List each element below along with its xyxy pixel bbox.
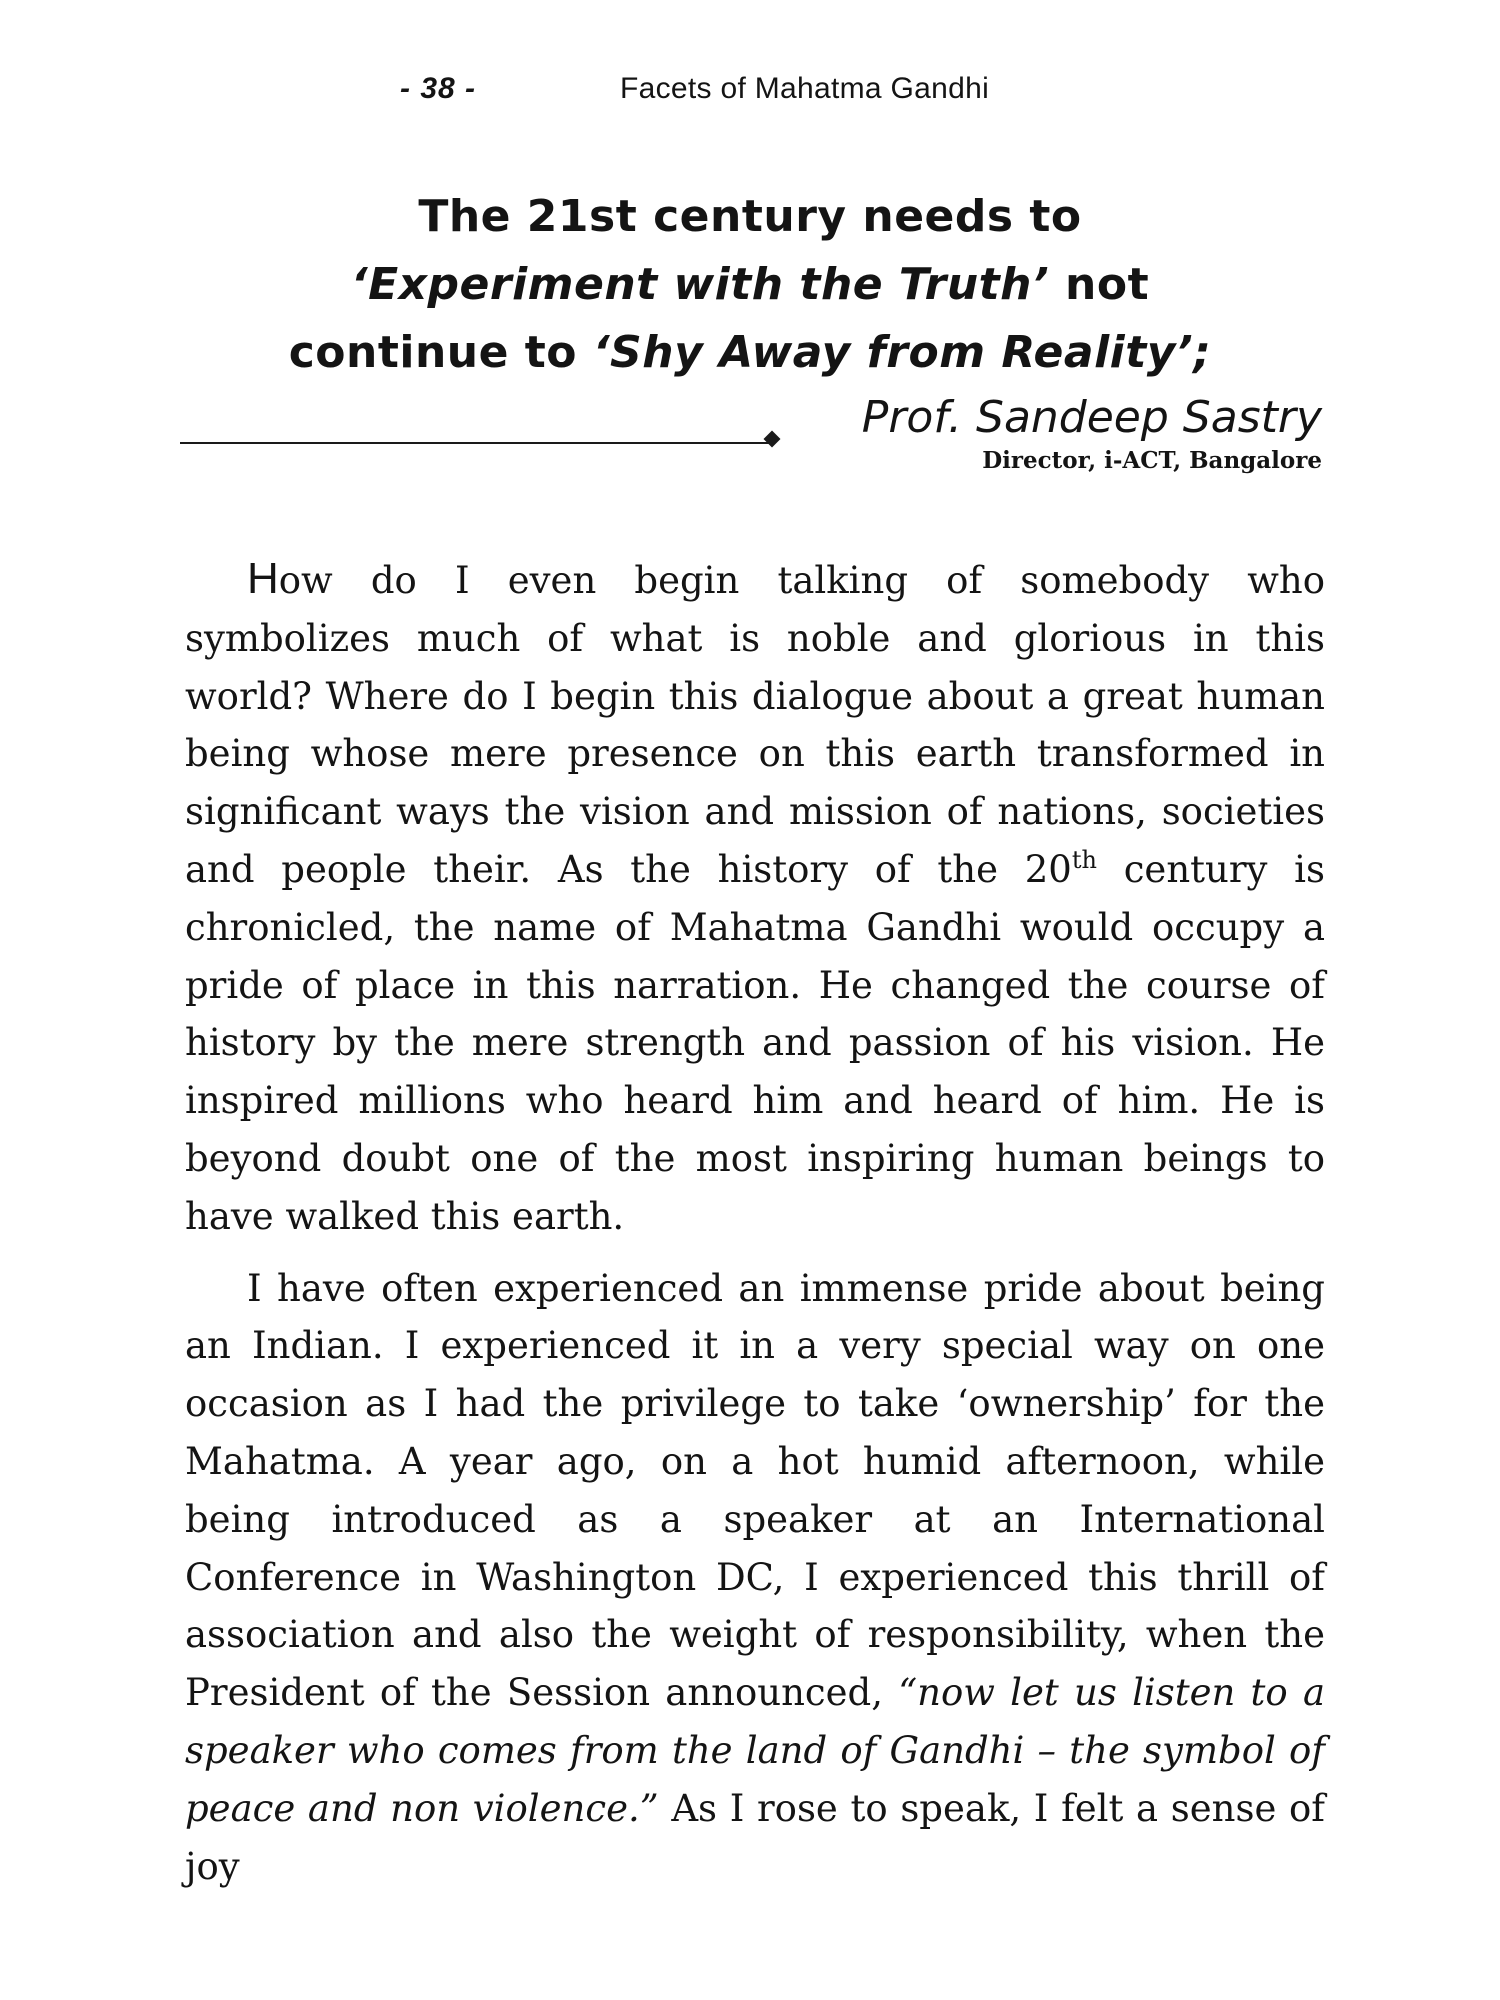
author-name: Prof. Sandeep Sastry [861,392,1322,443]
byline-rule [180,442,774,444]
paragraph-1 [185,550,1325,1246]
paragraph-1-initial: H [247,554,279,603]
superscript-th: th [1071,845,1097,874]
article-body [185,550,1325,1895]
title-line-2 [180,251,1320,319]
page-header [0,72,1500,112]
title-line-3-italic: ‘Shy Away from Reality’; [592,327,1212,378]
paragraph-2-quote: “now let us listen to a speaker who comes from the land of Gandhi – the symbol of peace and non violence.” [185,1671,1325,1830]
title-line-2-italic: ‘Experiment with the Truth’ [350,259,1050,310]
chapter-title [180,183,1320,387]
paragraph-2-text-b: As I rose to speak, I felt a sense of joy [185,1786,1326,1888]
author-role: Director, i-ACT, Bangalore [982,447,1322,474]
diamond-icon [764,431,781,448]
page-number: - 38 - [400,72,477,105]
title-line-2-tail: not [1049,259,1150,310]
paragraph-2 [185,1260,1325,1896]
title-line-3 [180,319,1320,387]
paragraph-1-text-b: century is chronicled, the name of Mahatma Gandhi would occupy a pride of place in this narration. He changed the course of history by the mere strength and passion of his vision. He inspired millions who heard him and heard of him. He is beyond doubt one of the most inspiring human beings to have walked this earth. [185,847,1325,1238]
running-title: Facets of Mahatma Gandhi [620,72,990,105]
title-line-1: The 21st century needs to [418,191,1082,242]
paragraph-2-text-a: I have often experienced an immense pride about being an Indian. I experienced it in a very special way on one occasion as I had the privilege to take ‘ownership’ for the Mahatma. A year ago, on a hot humid afternoon, while being introduced as a speaker at an International Conference in Washington DC, I experienced this thrill of association and also the weight of responsibility, when the President of the Session announced, [185,1266,1325,1715]
paragraph-1-text-a: ow do I even begin talking of somebody who symbolizes much of what is noble and glorious in this world? Where do I begin this dialogue about a great human being whose mere presence on this earth transformed in significant ways the vision and mission of nations, societies and people their. As the history of the 20 [185,559,1325,891]
title-line-3-head: continue to [288,327,593,378]
